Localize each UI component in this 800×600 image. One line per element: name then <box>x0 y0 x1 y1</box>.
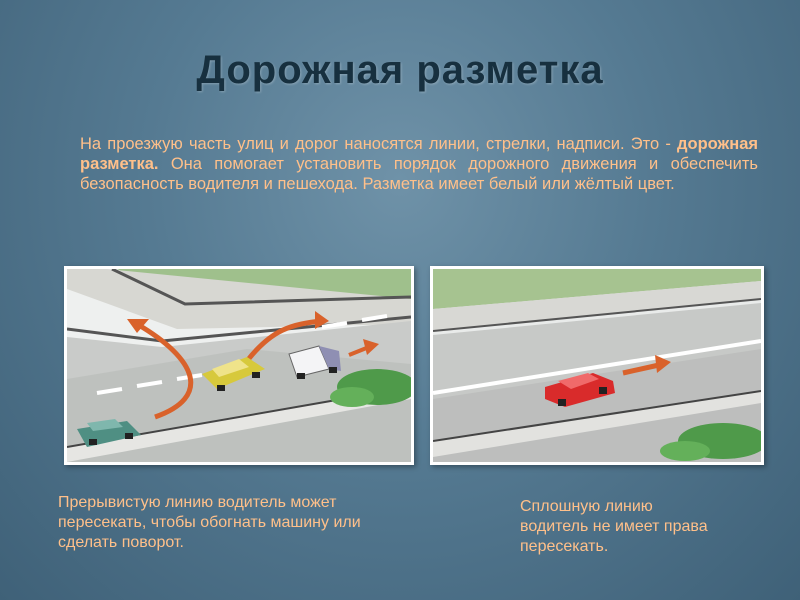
dashed-line-drawing <box>67 269 411 462</box>
intro-term: дорожная разметка. <box>80 135 758 173</box>
dashed-line-illustration <box>64 266 414 465</box>
solid-line-illustration <box>430 266 764 465</box>
intro-text-part2: Она помогает установить порядок дорожного движения и обеспечить безопасность водителя и пешехода. Разметка имеет белый или жёлтый цвет. <box>80 155 758 193</box>
caption-solid-line: Сплошную линию водитель не имеет права пересекать. <box>520 498 708 555</box>
intro-paragraph <box>80 134 758 194</box>
slide-title: Дорожная разметка <box>196 48 604 92</box>
intro-text-part1: На проезжую часть улиц и дорог наносятся линии, стрелки, надписи. Это - <box>80 135 678 153</box>
caption-dashed-line: Прерывистую линию водитель может пересекать, чтобы обогнать машину или сделать поворот. <box>58 494 361 551</box>
solid-line-drawing <box>433 269 761 462</box>
